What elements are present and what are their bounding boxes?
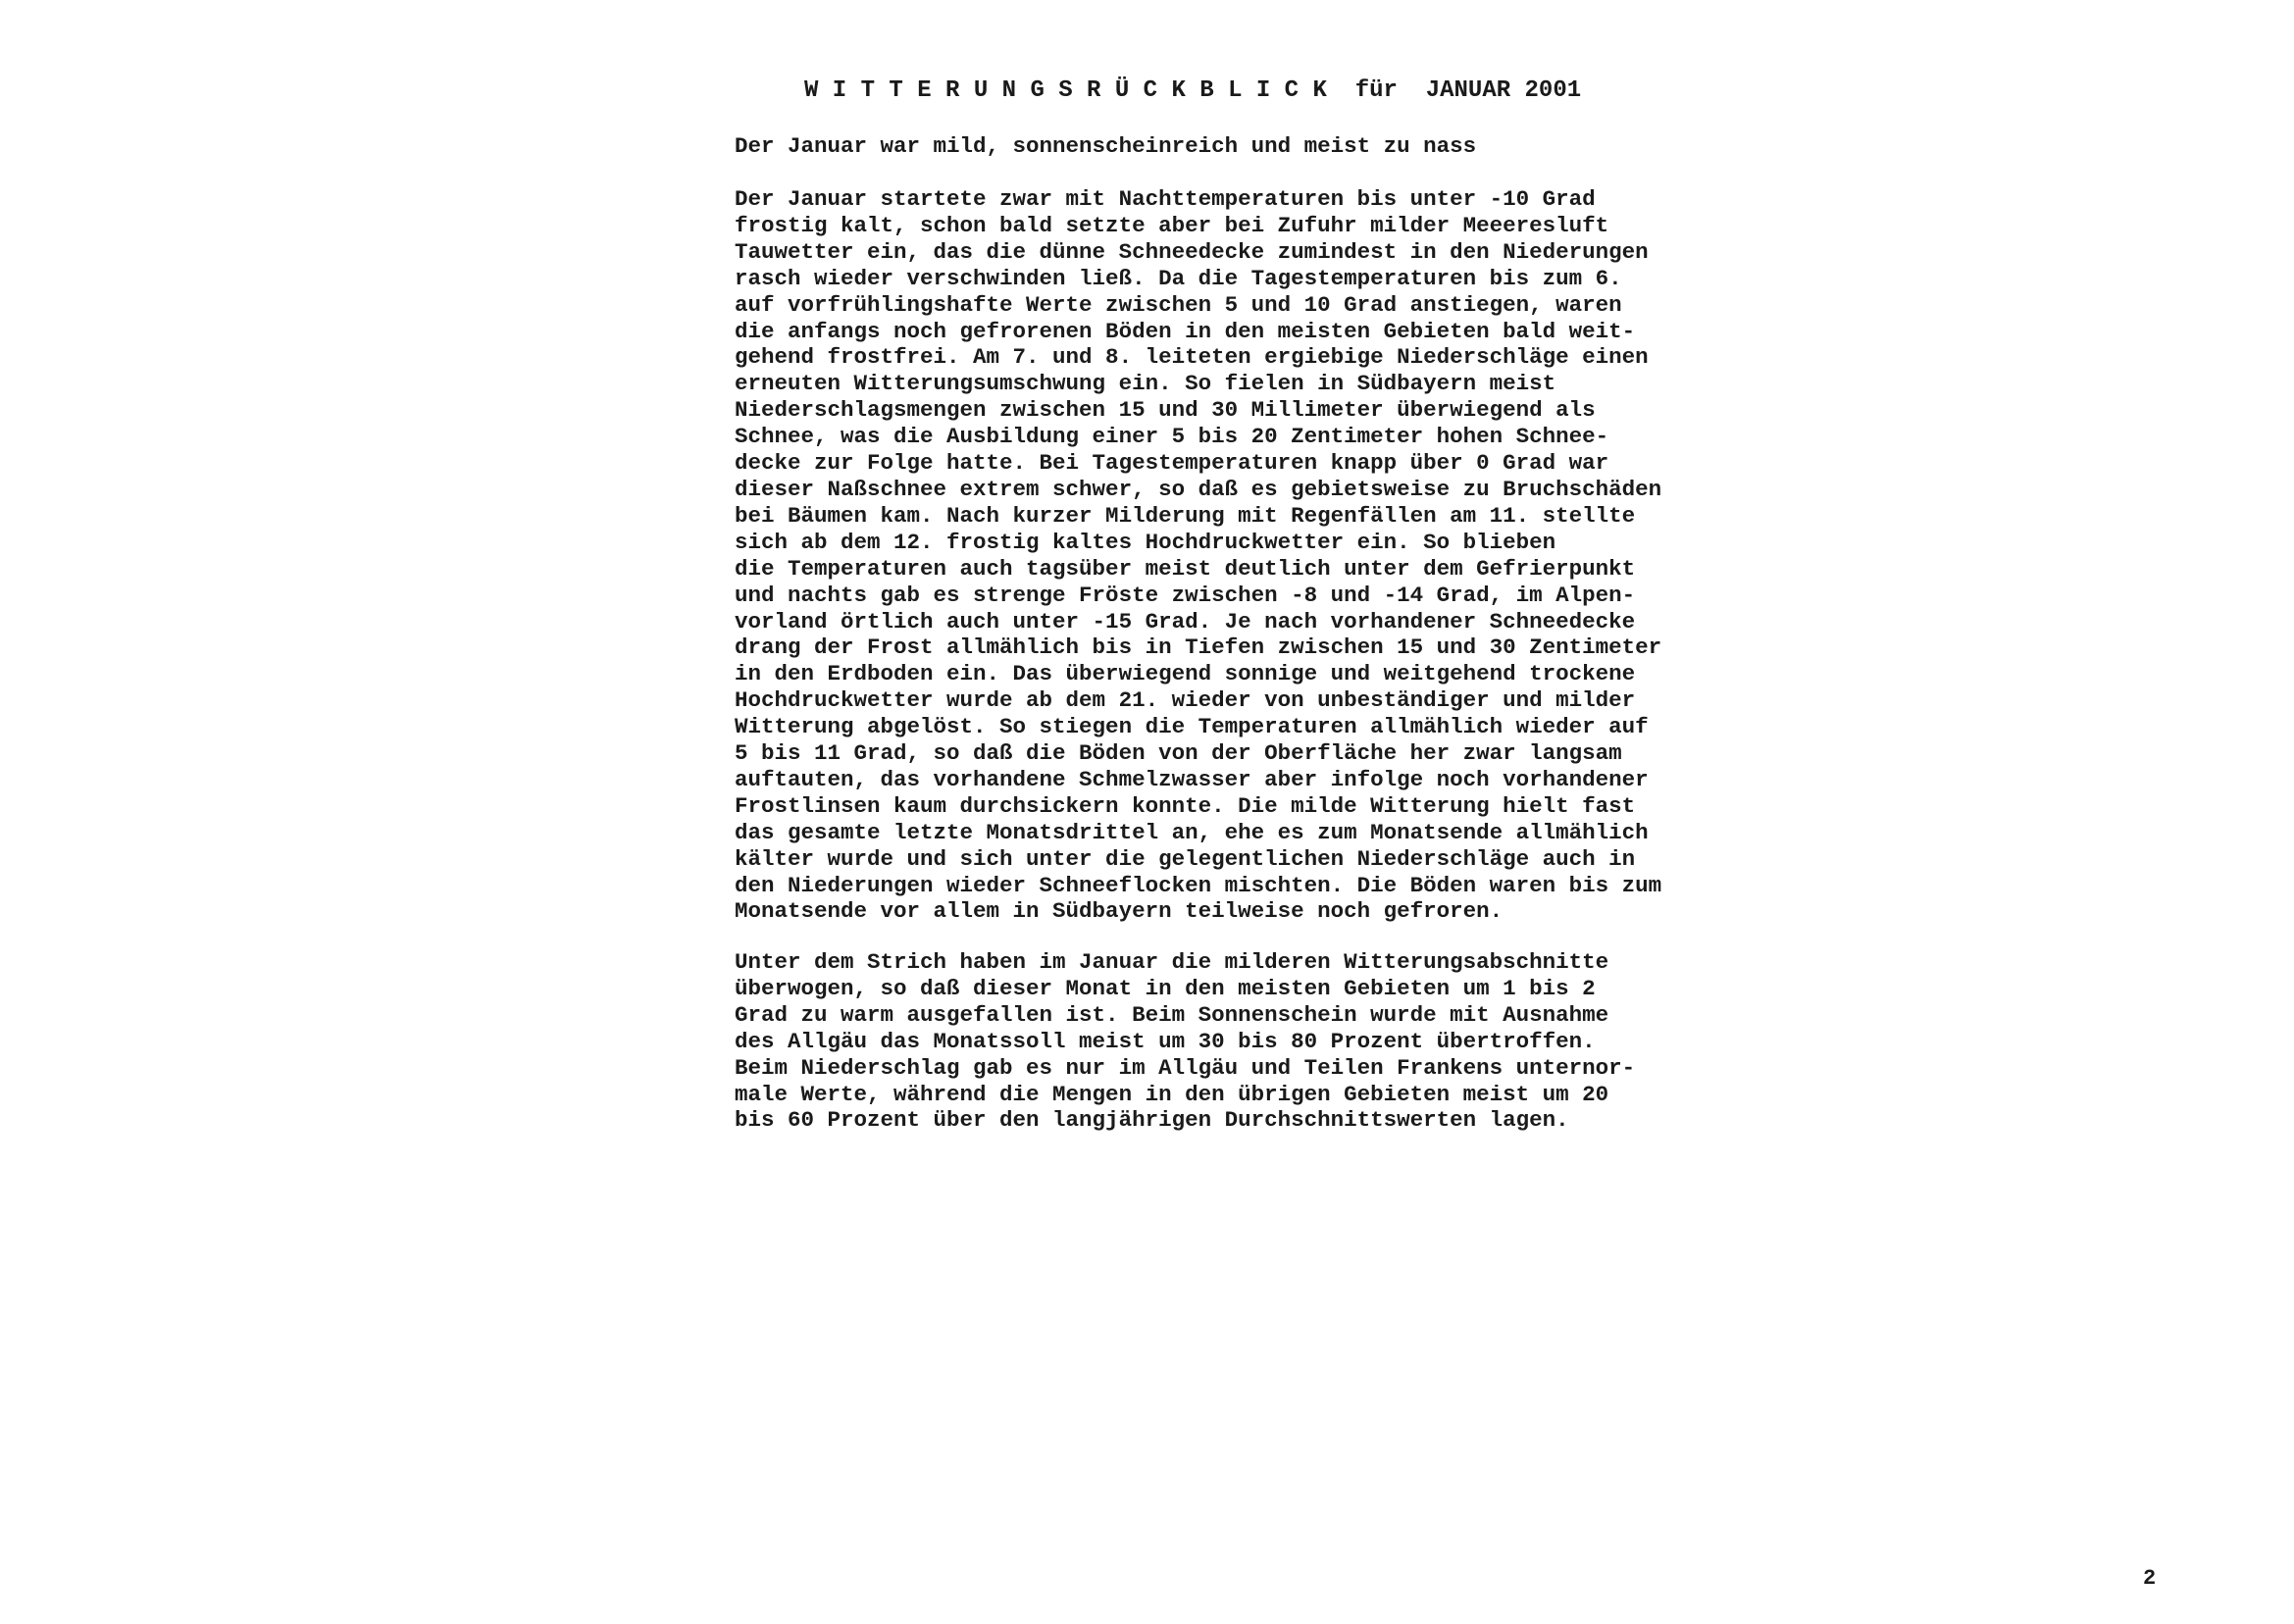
text-line: bis 60 Prozent über den langjährigen Durchschnittswerten lagen. — [735, 1107, 1569, 1134]
text-line: das gesamte letzte Monatsdrittel an, ehe es zum Monatsende allmählich — [735, 819, 1649, 845]
text-line: die anfangs noch gefrorenen Böden in den meisten Gebieten bald weit- — [735, 318, 1636, 344]
paragraph-summary — [735, 949, 1635, 1134]
page-number: 2 — [2143, 1566, 2157, 1591]
text-line: frostig kalt, schon bald setzte aber bei Zufuhr milder Meeeresluft — [735, 212, 1609, 238]
text-line: Niederschlagsmengen zwischen 15 und 30 Millimeter überwiegend als — [735, 397, 1596, 424]
text-line: auf vorfrühlingshafte Werte zwischen 5 und 10 Grad anstiegen, waren — [735, 291, 1622, 318]
text-line: vorland örtlich auch unter -15 Grad. Je nach vorhandener Schneedecke — [735, 608, 1636, 634]
text-line: Schnee, was die Ausbildung einer 5 bis 20 Zentimeter hohen Schnee- — [735, 424, 1609, 450]
text-line: Der Januar startete zwar mit Nachttemperaturen bis unter -10 Grad — [735, 186, 1596, 212]
text-line: gehend frostfrei. Am 7. und 8. leiteten ergiebige Niederschläge einen — [735, 344, 1649, 371]
text-line: Hochdruckwetter wurde ab dem 21. wieder von unbeständiger und milder — [735, 687, 1636, 714]
text-line: rasch wieder verschwinden ließ. Da die Tagestemperaturen bis zum 6. — [735, 265, 1622, 291]
text-line: erneuten Witterungsumschwung ein. So fielen in Südbayern meist — [735, 371, 1556, 397]
text-line: die Temperaturen auch tagsüber meist deutlich unter dem Gefrierpunkt — [735, 555, 1636, 582]
text-line: decke zur Folge hatte. Bei Tagestemperaturen knapp über 0 Grad war — [735, 450, 1609, 477]
text-line: auftauten, das vorhandene Schmelzwasser aber infolge noch vorhandener — [735, 766, 1649, 792]
text-line: 5 bis 11 Grad, so daß die Böden von der Oberfläche her zwar langsam — [735, 740, 1622, 767]
text-line: Witterung abgelöst. So stiegen die Temperaturen allmählich wieder auf — [735, 714, 1649, 740]
document-title: W I T T E R U N G S R Ü C K B L I C K für JANUAR 2001 — [804, 77, 1582, 104]
text-line: und nachts gab es strenge Fröste zwischen -8 und -14 Grad, im Alpen- — [735, 582, 1636, 608]
text-line: dieser Naßschnee extrem schwer, so daß es gebietsweise zu Bruchschäden — [735, 476, 1662, 502]
paragraph-weather-course — [735, 186, 1661, 925]
document-subtitle: Der Januar war mild, sonnenscheinreich und meist zu nass — [735, 133, 1477, 159]
text-line: überwogen, so daß dieser Monat in den meisten Gebieten um 1 bis 2 — [735, 975, 1596, 1001]
text-line: in den Erdboden ein. Das überwiegend sonnige und weitgehend trockene — [735, 661, 1636, 687]
text-line: Frostlinsen kaum durchsickern konnte. Die milde Witterung hielt fast — [735, 792, 1636, 819]
text-line: male Werte, während die Mengen in den übrigen Gebieten meist um 20 — [735, 1081, 1609, 1107]
text-line: den Niederungen wieder Schneeflocken mischten. Die Böden waren bis zum — [735, 872, 1662, 898]
text-line: Beim Niederschlag gab es nur im Allgäu und Teilen Frankens unternor- — [735, 1054, 1636, 1081]
text-line: sich ab dem 12. frostig kaltes Hochdruckwetter ein. So blieben — [735, 529, 1556, 555]
text-line: des Allgäu das Monatssoll meist um 30 bis 80 Prozent übertroffen. — [735, 1028, 1596, 1054]
text-line: bei Bäumen kam. Nach kurzer Milderung mit Regenfällen am 11. stellte — [735, 502, 1636, 529]
text-line: Tauwetter ein, das die dünne Schneedecke zumindest in den Niederungen — [735, 238, 1649, 265]
text-line: Unter dem Strich haben im Januar die milderen Witterungsabschnitte — [735, 949, 1609, 975]
text-line: drang der Frost allmählich bis in Tiefen zwischen 15 und 30 Zentimeter — [735, 634, 1662, 661]
text-line: kälter wurde und sich unter die gelegentlichen Niederschläge auch in — [735, 845, 1636, 872]
text-line: Monatsende vor allem in Südbayern teilweise noch gefroren. — [735, 898, 1504, 925]
text-line: Grad zu warm ausgefallen ist. Beim Sonnenschein wurde mit Ausnahme — [735, 1001, 1609, 1028]
